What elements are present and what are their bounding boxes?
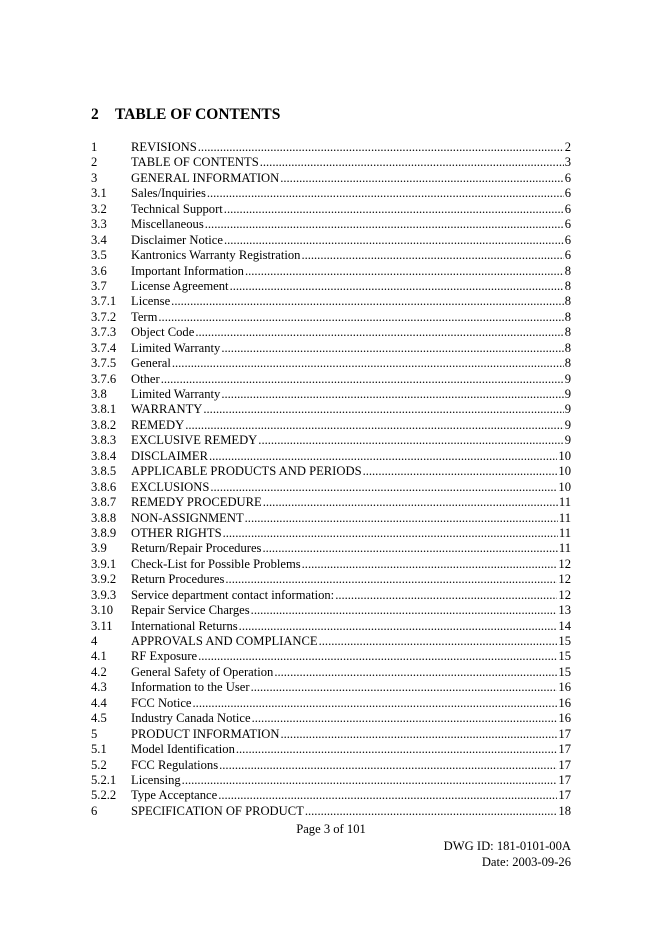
toc-entry[interactable] [91, 727, 571, 742]
toc-entry-page: 12 [558, 572, 571, 587]
toc-entry-title: OTHER RIGHTS [131, 525, 222, 540]
toc-entry-title: APPLICABLE PRODUCTS AND PERIODS [131, 464, 362, 479]
toc-entry-title: DISCLAIMER [131, 448, 208, 463]
toc-entry-title: Term [131, 309, 158, 324]
toc-dot-leader [221, 341, 563, 356]
toc-entry-title: Technical Support [131, 201, 223, 216]
toc-dot-leader [171, 294, 564, 309]
toc-entry-title: REMEDY PROCEDURE [131, 495, 262, 510]
toc-dot-leader [223, 526, 558, 541]
toc-entry[interactable] [91, 649, 571, 664]
toc-entry-title: TABLE OF CONTENTS [131, 155, 259, 170]
toc-entry-page: 9 [564, 433, 571, 448]
toc-entry-page: 6 [564, 170, 571, 185]
toc-entry-number: 3.8.8 [91, 510, 117, 525]
toc-entry-title: Information to the User [131, 680, 250, 695]
toc-entry[interactable] [91, 773, 571, 788]
toc-entry-title: EXCLUSIONS [131, 479, 210, 494]
toc-entry-title: GENERAL INFORMATION [131, 170, 280, 185]
toc-entry[interactable] [91, 464, 571, 479]
toc-dot-leader [245, 511, 558, 526]
dwg-id: DWG ID: 181-0101-00A [443, 839, 571, 853]
toc-entry-number: 3.8.7 [91, 495, 117, 510]
toc-entry-number: 4.5 [91, 711, 107, 726]
toc-entry-number: 3.9.3 [91, 587, 117, 602]
toc-entry-number: 3.7.1 [91, 294, 117, 309]
toc-entry-number: 4.3 [91, 680, 107, 695]
toc-entry[interactable] [91, 155, 571, 170]
toc-entry-page: 11 [558, 495, 571, 510]
toc-entry-page: 10 [558, 479, 571, 494]
toc-dot-leader [195, 325, 563, 340]
toc-entry[interactable] [91, 402, 571, 417]
toc-entry-page: 9 [564, 417, 571, 432]
toc-entry-title: RF Exposure [131, 649, 198, 664]
toc-entry-page: 16 [558, 680, 571, 695]
toc-entry-page: 2 [564, 140, 571, 154]
toc-entry-page: 17 [558, 788, 571, 803]
toc-entry-number: 3.9.1 [91, 556, 117, 571]
toc-dot-leader [198, 649, 557, 664]
toc-entry-page: 8 [564, 356, 571, 371]
toc-entry-title: REMEDY [131, 417, 185, 432]
toc-dot-leader [224, 233, 564, 248]
toc-entry-number: 3.7.5 [91, 356, 117, 371]
toc-entry-number: 3.1 [91, 186, 107, 201]
toc-entry-number: 6 [91, 803, 98, 818]
toc-entry[interactable] [91, 140, 571, 155]
section-number: 2 [91, 106, 99, 123]
toc-entry[interactable] [91, 186, 571, 201]
toc-dot-leader [161, 372, 564, 387]
toc-entry[interactable] [91, 248, 571, 263]
toc-entry-number: 3.8.4 [91, 448, 117, 463]
toc-entry[interactable] [91, 603, 571, 618]
toc-entry-title: Repair Service Charges [131, 603, 250, 618]
toc-entry[interactable] [91, 541, 571, 556]
toc-entry-page: 6 [564, 232, 571, 247]
toc-entry[interactable] [91, 449, 571, 464]
toc-dot-leader [251, 680, 558, 695]
toc-entry-page: 6 [564, 217, 571, 232]
toc-entry-title: APPROVALS AND COMPLIANCE [131, 634, 318, 648]
toc-entry-title: Model Identification [131, 742, 235, 757]
toc-entry-page: 8 [564, 294, 571, 309]
toc-entry-title: Sales/Inquiries [131, 186, 206, 201]
section-heading [91, 106, 280, 124]
toc-entry-number: 3 [91, 170, 98, 185]
toc-entry-number: 3.3 [91, 217, 107, 232]
toc-entry-page: 10 [558, 448, 571, 463]
toc-entry-number: 3.7.2 [91, 309, 117, 324]
toc-entry[interactable] [91, 202, 571, 217]
toc-dot-leader [185, 418, 564, 433]
toc-entry-page: 17 [558, 726, 571, 741]
toc-entry-page: 9 [564, 402, 571, 417]
document-info [444, 838, 571, 870]
toc-dot-leader [239, 619, 558, 634]
toc-entry-page: 8 [564, 309, 571, 324]
toc-entry[interactable] [91, 634, 571, 649]
toc-entry-title: Miscellaneous [131, 217, 204, 232]
toc-entry[interactable] [91, 788, 571, 803]
toc-entry[interactable] [91, 742, 571, 757]
toc-dot-leader [263, 495, 558, 510]
toc-entry-page: 11 [558, 510, 571, 525]
toc-entry-title: Object Code [131, 325, 195, 340]
toc-entry-number: 3.9 [91, 541, 107, 556]
toc-dot-leader [305, 804, 558, 819]
toc-dot-leader [210, 480, 557, 495]
toc-dot-leader [301, 248, 563, 263]
toc-entry-page: 8 [564, 340, 571, 355]
toc-entry-number: 3.8.6 [91, 479, 117, 494]
toc-entry-number: 3.8.1 [91, 402, 117, 417]
toc-entry-title: Disclaimer Notice [131, 232, 223, 247]
toc-dot-leader [224, 202, 564, 217]
toc-dot-leader [198, 140, 564, 155]
toc-entry[interactable] [91, 619, 571, 634]
toc-entry[interactable] [91, 279, 571, 294]
toc-entry[interactable] [91, 294, 571, 309]
toc-entry-page: 18 [558, 803, 571, 818]
toc-entry[interactable] [91, 418, 571, 433]
toc-entry-title: FCC Regulations [131, 757, 219, 772]
toc-entry-title: Service department contact information: [131, 587, 335, 602]
toc-entry-title: Return/Repair Procedures [131, 541, 262, 556]
toc-entry[interactable] [91, 804, 571, 819]
toc-entry-title: Type Acceptance [131, 788, 218, 803]
toc-entry-title: Industry Canada Notice [131, 711, 251, 726]
toc-entry-number: 4.1 [91, 649, 107, 664]
toc-entry-title: General Safety of Operation [131, 664, 274, 679]
toc-entry[interactable] [91, 264, 571, 279]
toc-dot-leader [335, 588, 557, 603]
toc-entry-page: 6 [564, 186, 571, 201]
toc-entry[interactable] [91, 588, 571, 603]
toc-entry-number: 3.11 [91, 618, 113, 633]
toc-entry[interactable] [91, 680, 571, 695]
toc-entry-title: REVISIONS [131, 140, 197, 154]
toc-entry-number: 3.8.2 [91, 417, 117, 432]
toc-entry-number: 3.8.5 [91, 464, 117, 479]
toc-dot-leader [209, 449, 557, 464]
toc-entry-page: 8 [564, 278, 571, 293]
toc-dot-leader [182, 773, 558, 788]
toc-entry-number: 5.2.1 [91, 772, 117, 787]
toc-entry-number: 3.7 [91, 278, 107, 293]
toc-entry-title: License [131, 294, 171, 309]
toc-entry[interactable] [91, 665, 571, 680]
toc-dot-leader [158, 310, 563, 325]
toc-entry-page: 17 [558, 742, 571, 757]
toc-entry-number: 4.4 [91, 695, 107, 710]
toc-entry-page: 12 [558, 587, 571, 602]
toc-entry-title: Check-List for Possible Problems [131, 556, 301, 571]
toc-dot-leader [221, 387, 563, 402]
toc-dot-leader [225, 572, 557, 587]
toc-entry-page: 15 [558, 634, 571, 648]
toc-entry-title: WARRANTY [131, 402, 203, 417]
toc-entry-number: 3.7.3 [91, 325, 117, 340]
toc-entry-number: 3.8.3 [91, 433, 117, 448]
toc-entry[interactable] [91, 696, 571, 711]
toc-entry-number: 5.2 [91, 757, 107, 772]
toc-entry[interactable] [91, 557, 571, 572]
toc-entry-page: 9 [564, 371, 571, 386]
toc-dot-leader [258, 433, 563, 448]
toc-entry-number: 3.7.6 [91, 371, 117, 386]
toc-entry[interactable] [91, 217, 571, 232]
toc-entry[interactable] [91, 480, 571, 495]
toc-dot-leader [236, 742, 558, 757]
toc-dot-leader [252, 711, 558, 726]
toc-entry-title: Return Procedures [131, 572, 225, 587]
toc-entry-page: 13 [558, 603, 571, 618]
toc-entry[interactable] [91, 171, 571, 186]
toc-entry-title: Limited Warranty [131, 340, 221, 355]
toc-dot-leader [172, 356, 564, 371]
toc-entry-page: 17 [558, 757, 571, 772]
toc-entry-number: 3.2 [91, 201, 107, 216]
document-date: Date: 2003-09-26 [481, 855, 571, 869]
toc-dot-leader [207, 186, 564, 201]
toc-entry-page: 3 [564, 155, 571, 170]
toc-entry-page: 8 [564, 325, 571, 340]
toc-entry-page: 9 [564, 387, 571, 401]
toc-entry[interactable] [91, 433, 571, 448]
toc-entry-number: 4.2 [91, 664, 107, 679]
toc-entry[interactable] [91, 310, 571, 325]
toc-entry-title: Other [131, 371, 160, 386]
toc-dot-leader [260, 155, 564, 170]
toc-entry[interactable] [91, 387, 571, 402]
toc-entry-number: 1 [91, 140, 98, 154]
toc-entry[interactable] [91, 356, 571, 371]
toc-dot-leader [203, 402, 563, 417]
toc-dot-leader [193, 696, 558, 711]
toc-entry[interactable] [91, 372, 571, 387]
toc-entry-title: EXCLUSIVE REMEDY [131, 433, 258, 448]
toc-entry-title: International Returns [131, 618, 238, 633]
toc-entry-number: 5 [91, 726, 98, 741]
toc-entry-number: 3.8 [91, 387, 107, 401]
toc-entry-number: 3.6 [91, 263, 107, 278]
toc-dot-leader [251, 603, 558, 618]
toc-entry-title: License Agreement [131, 278, 229, 293]
toc-dot-leader [302, 557, 558, 572]
toc-dot-leader [280, 727, 557, 742]
toc-entry-number: 2 [91, 155, 98, 170]
toc-entry-title: General [131, 356, 171, 371]
toc-entry-number: 3.10 [91, 603, 114, 618]
toc-entry[interactable] [91, 711, 571, 726]
page-number: Page 3 of 101 [296, 822, 366, 836]
toc-entry-page: 15 [558, 649, 571, 664]
toc-dot-leader [205, 217, 564, 232]
toc-entry-page: 11 [558, 525, 571, 540]
toc-entry[interactable] [91, 495, 571, 510]
toc-entry-page: 16 [558, 711, 571, 726]
toc-entry-page: 6 [564, 248, 571, 263]
toc-entry-page: 14 [558, 618, 571, 633]
toc-entry-title: SPECIFICATION OF PRODUCT [131, 803, 304, 818]
toc-dot-leader [262, 541, 557, 556]
toc-entry-title: FCC Notice [131, 695, 192, 710]
toc-entry-page: 11 [558, 541, 571, 556]
toc-entry-number: 3.8.9 [91, 525, 117, 540]
toc-entry[interactable] [91, 758, 571, 773]
toc-entry-page: 10 [558, 464, 571, 479]
toc-entry-page: 12 [558, 556, 571, 571]
toc-entry-title: Limited Warranty [131, 387, 221, 401]
toc-entry-title: Important Information [131, 263, 244, 278]
toc-entry-number: 3.9.2 [91, 572, 117, 587]
toc-entry[interactable] [91, 233, 571, 248]
toc-entry-page: 6 [564, 201, 571, 216]
page-title: TABLE OF CONTENTS [115, 106, 281, 123]
toc-dot-leader [230, 279, 564, 294]
toc-dot-leader [280, 171, 563, 186]
toc-entry-title: Kantronics Warranty Registration [131, 248, 301, 263]
toc-entry[interactable] [91, 526, 571, 541]
toc-entry-title: PRODUCT INFORMATION [131, 726, 280, 741]
toc-dot-leader [274, 665, 557, 680]
toc-entry-page: 8 [564, 263, 571, 278]
toc-entry[interactable] [91, 511, 571, 526]
toc-dot-leader [245, 264, 564, 279]
toc-entry-number: 3.4 [91, 232, 107, 247]
toc-dot-leader [218, 788, 557, 803]
toc-dot-leader [219, 758, 557, 773]
toc-entry[interactable] [91, 341, 571, 356]
toc-entry-title: Licensing [131, 772, 181, 787]
toc-entry-page: 15 [558, 664, 571, 679]
toc-entry-number: 3.7.4 [91, 340, 117, 355]
toc-entry-number: 5.1 [91, 742, 107, 757]
toc-entry-title: NON-ASSIGNMENT [131, 510, 244, 525]
toc-entry-number: 4 [91, 634, 98, 648]
toc-entry-number: 5.2.2 [91, 788, 117, 803]
toc-entry[interactable] [91, 325, 571, 340]
toc-entry-number: 3.5 [91, 248, 107, 263]
table-of-contents [91, 140, 571, 819]
toc-entry-page: 16 [558, 695, 571, 710]
toc-entry[interactable] [91, 572, 571, 587]
toc-dot-leader [363, 464, 558, 479]
toc-dot-leader [319, 634, 558, 649]
toc-entry-page: 17 [558, 772, 571, 787]
